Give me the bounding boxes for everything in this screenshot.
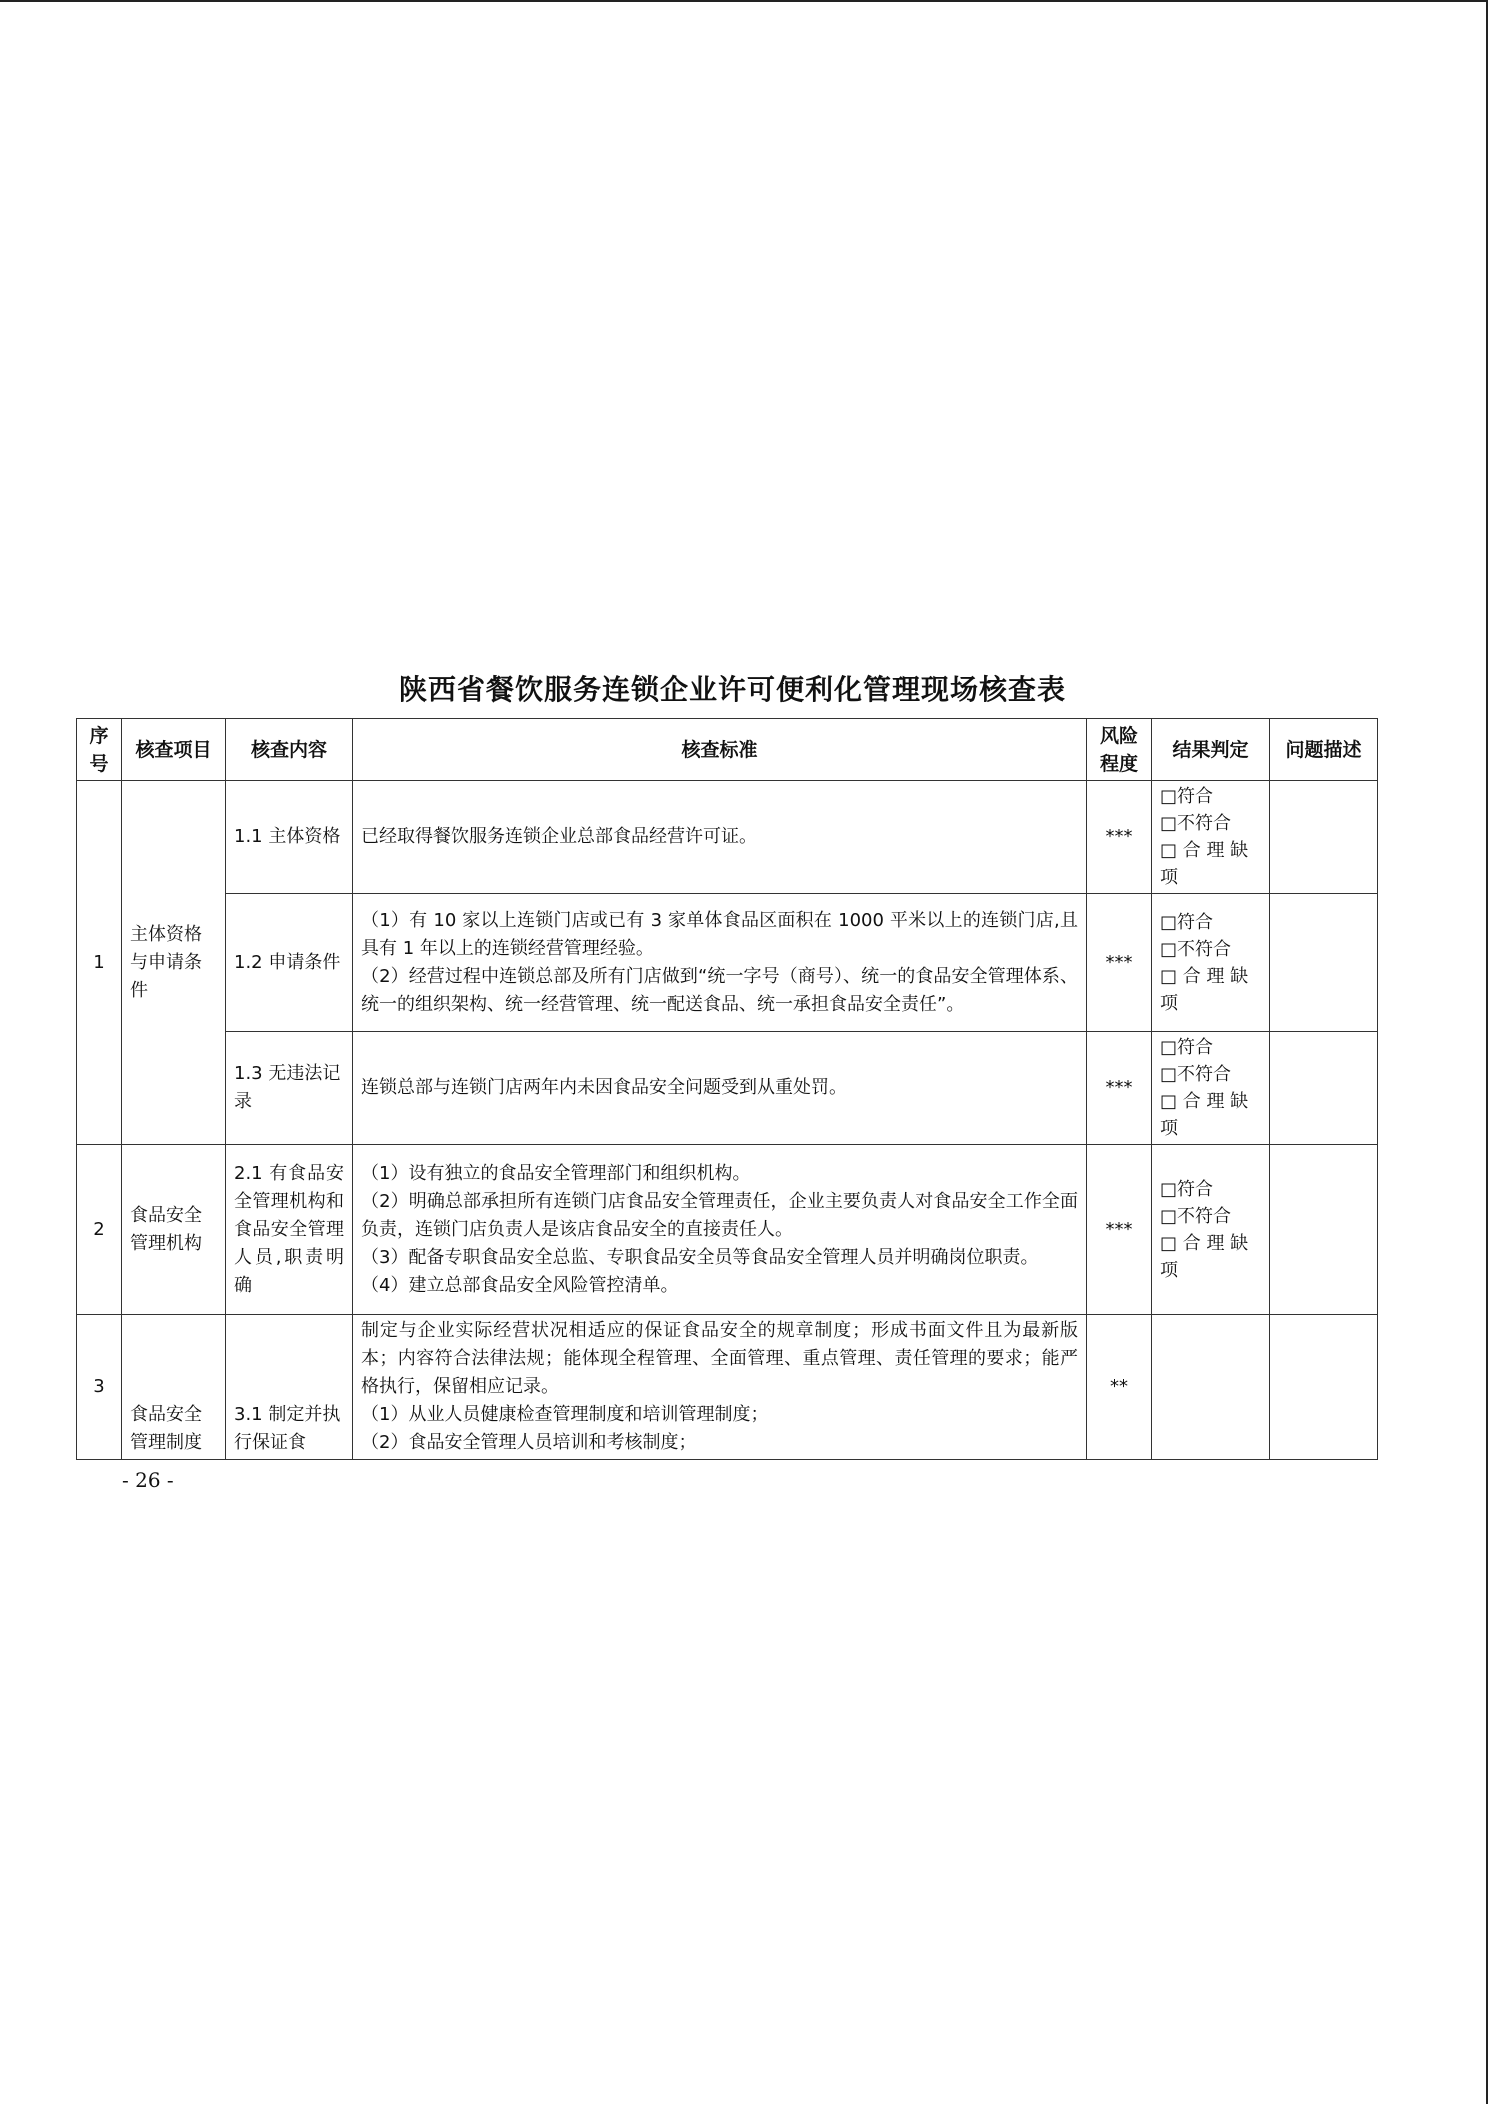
item-cell: 主体资格与申请条件: [122, 781, 226, 1145]
content-cell: 1.3 无违法记录: [226, 1032, 353, 1145]
risk-cell: ***: [1087, 1145, 1152, 1315]
result-option-noncomply[interactable]: □不符合: [1160, 813, 1232, 834]
result-cell: [1152, 894, 1270, 1032]
table-row: [77, 1145, 1378, 1315]
result-cell: [1152, 781, 1270, 894]
result-option-comply[interactable]: □符合: [1160, 786, 1214, 807]
result-cell: [1152, 1145, 1270, 1315]
seq-cell: 1: [77, 781, 122, 1145]
result-option-noncomply[interactable]: □不符合: [1160, 938, 1232, 960]
header-standard: 核查标准: [353, 719, 1087, 781]
result-option-reasonable-missing[interactable]: □ 合 理 缺 项: [1160, 965, 1249, 1014]
standard-cell: [353, 894, 1087, 1032]
result-cell[interactable]: [1152, 1315, 1270, 1460]
standard-cell: [353, 1145, 1087, 1315]
risk-cell: **: [1087, 1315, 1152, 1460]
standard-line: （3）配备专职食品安全总监、专职食品安全员等食品安全管理人员并明确岗位职责。: [361, 1246, 1039, 1268]
content-cell: 2.1 有食品安全管理机构和食品安全管理人员,职责明确: [226, 1145, 353, 1315]
table-row: [77, 1315, 1378, 1460]
result-option-comply[interactable]: □符合: [1160, 911, 1214, 933]
content-cell: 3.1 制定并执行保证食: [226, 1315, 353, 1460]
risk-cell: ***: [1087, 894, 1152, 1032]
standard-cell: [353, 1315, 1087, 1460]
issue-cell[interactable]: [1270, 781, 1378, 894]
risk-cell: ***: [1087, 1032, 1152, 1145]
table-row: [77, 1032, 1378, 1145]
result-option-reasonable-missing[interactable]: □ 合 理 缺 项: [1160, 1232, 1249, 1281]
result-option-reasonable-missing[interactable]: □ 合 理 缺 项: [1160, 840, 1249, 888]
header-row: [77, 719, 1378, 781]
document-title: 陕西省餐饮服务连锁企业许可便利化管理现场核查表: [398, 673, 1066, 706]
standard-line: 已经取得餐饮服务连锁企业总部食品经营许可证。: [361, 826, 757, 847]
header-result: 结果判定: [1152, 719, 1270, 781]
standard-line: （2）经营过程中连锁总部及所有门店做到“统一字号（商号）、统一的食品安全管理体系、统一的组织架构、统一经营管理、统一配送食品、统一承担食品安全责任”。: [361, 965, 1078, 1015]
standard-line: 连锁总部与连锁门店两年内未因食品安全问题受到从重处罚。: [361, 1077, 847, 1098]
table-row: [77, 781, 1378, 894]
content-cell: 1.1 主体资格: [226, 781, 353, 894]
page-number: - 26 -: [122, 1468, 174, 1492]
risk-cell: ***: [1087, 781, 1152, 894]
result-option-noncomply[interactable]: □不符合: [1160, 1205, 1232, 1227]
issue-cell[interactable]: [1270, 1145, 1378, 1315]
header-risk: 风险程度: [1087, 719, 1152, 781]
header-item: 核查项目: [122, 719, 226, 781]
seq-cell: 3: [77, 1315, 122, 1460]
standard-line: （4）建立总部食品安全风险管控清单。: [361, 1274, 679, 1296]
item-cell: 食品安全管理制度: [122, 1315, 226, 1460]
page-top-border: [0, 0, 1488, 2]
result-option-comply[interactable]: □符合: [1160, 1037, 1214, 1058]
issue-cell[interactable]: [1270, 1315, 1378, 1460]
standard-line: （2）明确总部承担所有连锁门店食品安全管理责任，企业主要负责人对食品安全工作全面负责，连锁门店负责人是该店食品安全的直接责任人。: [361, 1190, 1078, 1240]
standard-line: （2）食品安全管理人员培训和考核制度；: [361, 1432, 697, 1453]
table-row: [77, 894, 1378, 1032]
item-cell: 食品安全管理机构: [122, 1145, 226, 1315]
header-content: 核查内容: [226, 719, 353, 781]
issue-cell[interactable]: [1270, 1032, 1378, 1145]
standard-line: （1）有 10 家以上连锁门店或已有 3 家单体食品区面积在 1000 平米以上的连锁门店,且具有 1 年以上的连锁经营管理经验。: [361, 909, 1078, 959]
result-option-comply[interactable]: □符合: [1160, 1178, 1214, 1200]
standard-line: （1）从业人员健康检查管理制度和培训管理制度；: [361, 1404, 769, 1425]
header-issue: 问题描述: [1270, 719, 1378, 781]
result-cell: [1152, 1032, 1270, 1145]
standard-cell: [353, 1032, 1087, 1145]
header-seq: 序号: [77, 719, 122, 781]
issue-cell[interactable]: [1270, 894, 1378, 1032]
seq-cell: 2: [77, 1145, 122, 1315]
standard-cell: [353, 781, 1087, 894]
inspection-table: [76, 718, 1378, 1460]
result-option-reasonable-missing[interactable]: □ 合 理 缺 项: [1160, 1091, 1249, 1139]
standard-line: （1）设有独立的食品安全管理部门和组织机构。: [361, 1162, 751, 1184]
content-cell: 1.2 申请条件: [226, 894, 353, 1032]
result-option-noncomply[interactable]: □不符合: [1160, 1064, 1232, 1085]
standard-line: 制定与企业实际经营状况相适应的保证食品安全的规章制度；形成书面文件且为最新版本；内容符合法律法规；能体现全程管理、全面管理、重点管理、责任管理的要求；能严格执行，保留相应记录。: [361, 1320, 1078, 1397]
